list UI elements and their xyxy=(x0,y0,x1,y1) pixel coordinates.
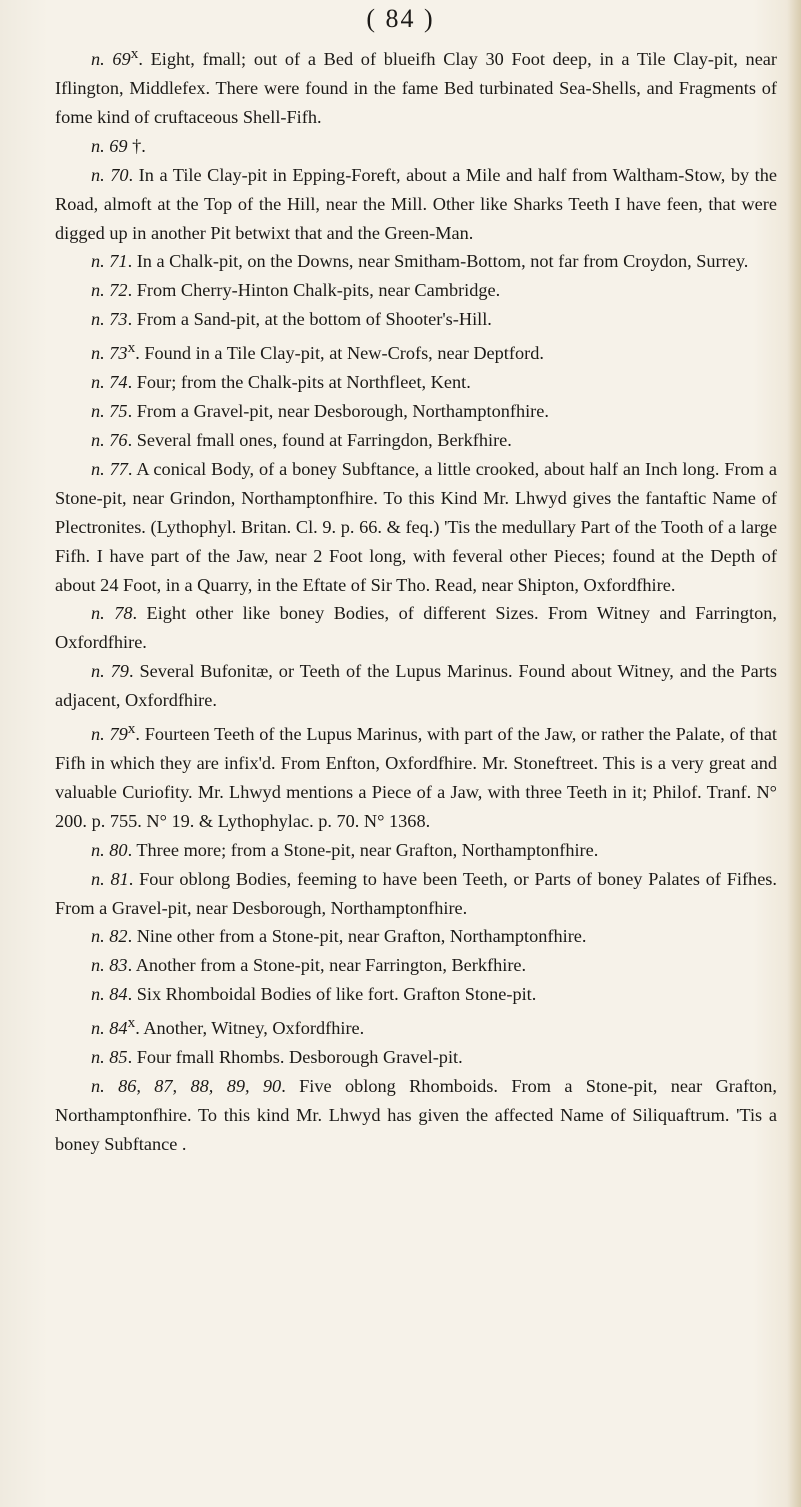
entry-text: . From a Gravel-pit, near Desborough, Northamptonfhire. xyxy=(127,401,549,422)
catalogue-entry xyxy=(55,865,777,923)
catalogue-entry xyxy=(55,40,777,132)
entry-number: n. 82 xyxy=(91,926,128,947)
catalogue-entry xyxy=(55,715,777,836)
entry-number: n. 70 xyxy=(91,164,129,185)
entry-number: n. 72 xyxy=(91,280,128,301)
entry-text: . Four fmall Rhombs. Desborough Gravel-pit. xyxy=(127,1047,463,1068)
catalogue-entry xyxy=(55,951,777,980)
catalogue-entry xyxy=(55,132,777,161)
catalogue-entry xyxy=(55,922,777,951)
catalogue-entry xyxy=(55,247,777,276)
catalogue-entry xyxy=(55,397,777,426)
entry-number: n. 79 xyxy=(91,661,129,682)
catalogue-entry xyxy=(55,334,777,368)
entry-number: n. 79 xyxy=(91,724,128,745)
catalogue-entry xyxy=(55,657,777,715)
entry-number: n. 84 xyxy=(91,984,128,1005)
entry-number: n. 71 xyxy=(91,251,128,272)
catalogue-entry xyxy=(55,1072,777,1159)
entry-number: n. 83 xyxy=(91,955,128,976)
entry-suffix: x xyxy=(127,1014,136,1032)
catalogue-entry xyxy=(55,455,777,600)
entry-number: n. 75 xyxy=(91,401,128,422)
catalogue-entry xyxy=(55,305,777,334)
entry-text: . Eight other like boney Bodies, of different Sizes. From Witney and Farrington, Oxfordfhire. xyxy=(55,603,777,653)
entry-text: †. xyxy=(127,135,146,156)
entry-text: . Three more; from a Stone-pit, near Grafton, Northamptonfhire. xyxy=(127,839,599,860)
entry-text: . In a Tile Clay-pit in Epping-Foreft, about a Mile and half from Waltham-Stow, by the Road, almoft at the Top of the Hill, near the Mill. Other like Sharks Teeth I have feen, that were digged up in another Pit betwixt that and the Green-Man. xyxy=(55,164,777,243)
entry-text: . Several Bufonitæ, or Teeth of the Lupus Marinus. Found about Witney, and the Parts adjacent, Oxfordfhire. xyxy=(55,661,778,711)
entry-suffix: x xyxy=(127,720,136,738)
catalogue-entry xyxy=(55,1043,777,1072)
entry-text: . Six Rhomboidal Bodies of like fort. Grafton Stone-pit. xyxy=(127,984,537,1005)
page-number: ( 84 ) xyxy=(366,4,435,33)
catalogue-entry xyxy=(55,599,777,657)
entry-suffix: x xyxy=(127,339,136,357)
catalogue-entry xyxy=(55,980,777,1009)
entry-text: . Another from a Stone-pit, near Farrington, Berkfhire. xyxy=(127,955,527,976)
entry-number: n. 85 xyxy=(91,1047,128,1068)
entry-number: n. 77 xyxy=(91,458,128,479)
entry-text: . Four; from the Chalk-pits at Northfleet, Kent. xyxy=(127,372,471,393)
entry-number: n. 69 xyxy=(91,49,131,70)
catalogue-entry xyxy=(55,161,777,248)
entry-text: . Fourteen Teeth of the Lupus Marinus, with part of the Jaw, or rather the Palate, of that Fifh in which they are infix'd. From Enfton, Oxfordfhire. Mr. Stoneftreet. This is a very great and valuable Curiofity. Mr. Lhwyd mentions a Piece of a Jaw, with three Teeth in it; Philof. Tranf. N° 200. p. 755. N° 19. & Lythophylac. p. 70. N° 1368. xyxy=(55,724,778,831)
entry-text: . From Cherry-Hinton Chalk-pits, near Cambridge. xyxy=(127,280,501,301)
entry-text: . Nine other from a Stone-pit, near Grafton, Northamptonfhire. xyxy=(127,926,587,947)
entry-text: . Several fmall ones, found at Farringdon, Berkfhire. xyxy=(127,429,512,450)
entry-number: n. 80 xyxy=(91,839,128,860)
page-edge-shadow xyxy=(787,0,801,1507)
entry-number: n. 74 xyxy=(91,372,128,393)
catalogue-entry xyxy=(55,276,777,305)
catalogue-text xyxy=(55,40,777,1159)
entry-text: . Another, Witney, Oxfordfhire. xyxy=(135,1018,365,1039)
entry-text: . Four oblong Bodies, feeming to have been Teeth, or Parts of boney Palates of Fifhes. From a Gravel-pit, near Desborough, Northamptonfhire. xyxy=(55,868,777,918)
entry-number: n. 73 xyxy=(91,343,128,364)
catalogue-entry xyxy=(55,1009,777,1043)
entry-number: n. 76 xyxy=(91,429,128,450)
entry-number: n. 73 xyxy=(91,309,128,330)
entry-text: . Five oblong Rhomboids. From a Stone-pit, near Grafton, Northamptonfhire. To this kind Mr. Lhwyd has given the affected Name of Siliquaftrum. 'Tis a boney Subftance . xyxy=(55,1076,777,1154)
catalogue-entry xyxy=(55,836,777,865)
entry-number: n. 81 xyxy=(91,868,129,889)
entry-number: n. 86, 87, 88, 89, 90 xyxy=(91,1076,282,1097)
catalogue-entry xyxy=(55,368,777,397)
catalogue-entry xyxy=(55,426,777,455)
entry-text: . Eight, fmall; out of a Bed of blueifh Clay 30 Foot deep, in a Tile Clay-pit, near Iflington, Middlefex. There were found in the fame Bed turbinated Sea-Shells, and Fragments of fome kind of cruftaceous Shell-Fifh. xyxy=(55,49,778,127)
entry-number: n. 69 xyxy=(91,135,128,156)
entry-text: . In a Chalk-pit, on the Downs, near Smitham-Bottom, not far from Croydon, Surrey. xyxy=(127,251,749,272)
entry-text: . From a Sand-pit, at the bottom of Shooter's-Hill. xyxy=(127,309,492,330)
entry-suffix: x xyxy=(130,45,139,62)
entry-text: . Found in a Tile Clay-pit, at New-Crofs, near Deptford. xyxy=(135,343,544,364)
entry-number: n. 84 xyxy=(91,1018,128,1039)
entry-text: . A conical Body, of a boney Subftance, a little crooked, about half an Inch long. From a Stone-pit, near Grindon, Northamptonfhire. To this Kind Mr. Lhwyd gives the fantaftic Name of Plectronites. (Lythophyl. Britan. Cl. 9. p. 66. & feq.) 'Tis the medullary Part of the Tooth of a large Fifh. I have part of the Jaw, near 2 Foot long, with feveral other Pieces; found at the Depth of about 24 Foot, in a Quarry, in the Eftate of Sir Tho. Read, near Shipton, Oxfordfhire. xyxy=(55,458,777,595)
entry-number: n. 78 xyxy=(91,603,133,624)
